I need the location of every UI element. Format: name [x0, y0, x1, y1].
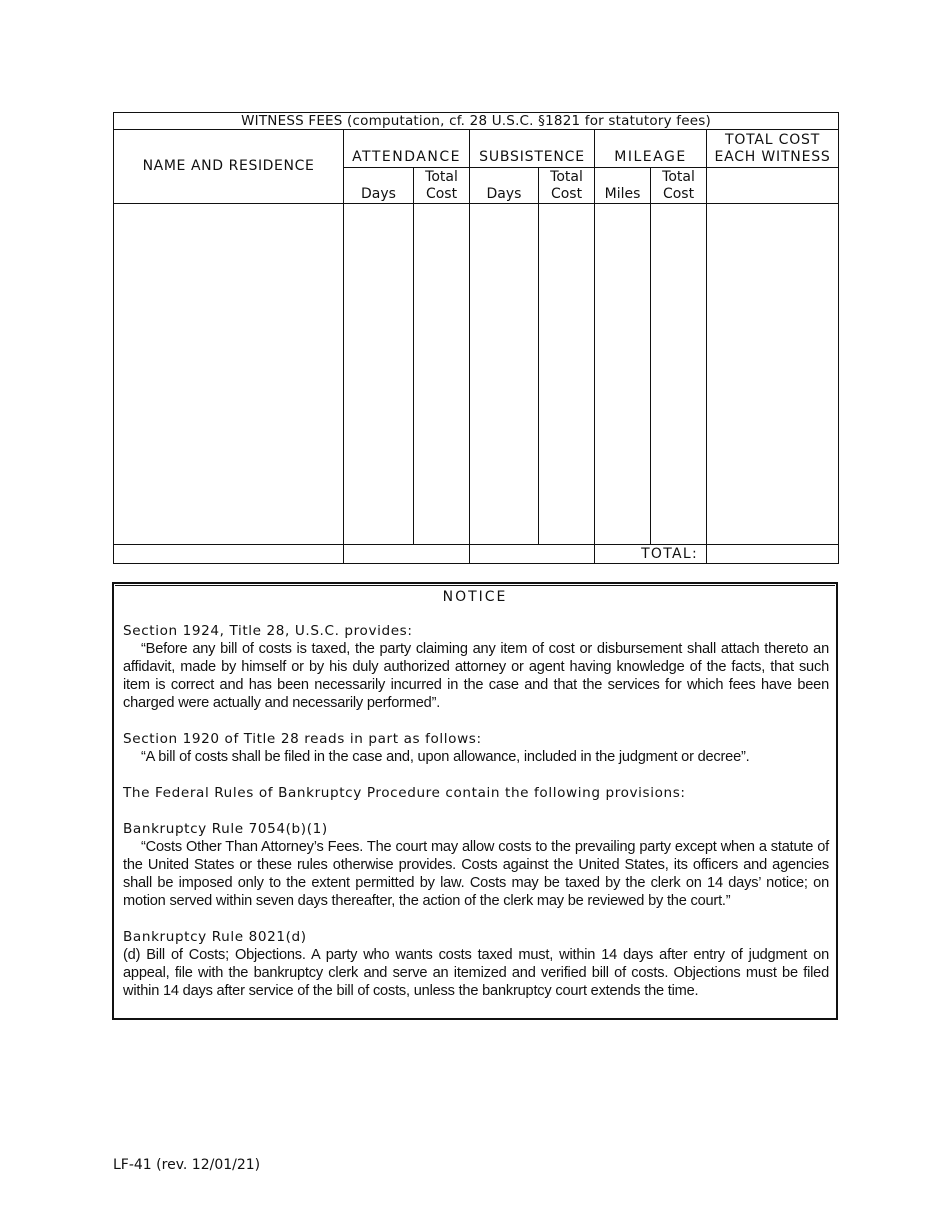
section-1924-block: [123, 622, 829, 712]
total-cost-each-witness-header: [707, 130, 839, 168]
frbp-intro: The Federal Rules of Bankruptcy Procedure contain the following provisions:: [123, 785, 686, 801]
total-cost-label: TOTAL COST: [724, 132, 821, 148]
cost-label: Cost: [425, 186, 458, 202]
attendance-total-cost-header: [414, 168, 470, 204]
notice-box: [112, 582, 838, 1020]
section-1924-heading: Section 1924, Title 28, U.S.C. provides:: [123, 623, 413, 639]
section-1924-body: “Before any bill of costs is taxed, the party claiming any item of cost or disbursement shall attach thereto an affidavit, made by himself or by his duly authorized attorney or agent having knowledge of the facts, that such item is correct and has been necessarily incurred in the case and that the services for which fees have been charged were actually and necessarily performed”.: [123, 641, 829, 711]
notice-title: NOTICE: [442, 589, 508, 605]
mileage-miles-header: Miles: [595, 168, 651, 204]
total-label-cell: TOTAL:: [595, 545, 707, 564]
witness-total-entry-cell[interactable]: [707, 204, 839, 545]
cost-label: Cost: [662, 186, 695, 202]
mileage-total-cost-header: [651, 168, 707, 204]
attendance-header: ATTENDANCE: [344, 130, 470, 168]
section-1920-block: [123, 730, 829, 766]
subsistence-cost-entry-cell[interactable]: [539, 204, 595, 545]
total-row-blank-3: [470, 545, 595, 564]
frbp-intro-block: [123, 784, 829, 802]
attendance-days-entry-cell[interactable]: [344, 204, 414, 545]
rule-7054-body: “Costs Other Than Attorney’s Fees. The court may allow costs to the prevailing party except when a statute of the United States or these rules otherwise provides. Costs against the United States, its officers and agencies shall be imposed only to the extent permitted by law. Costs may be taxed by the clerk on 14 days’ notice; on motion served within seven days thereafter, the action of the clerk may be reviewed by the court.”: [123, 839, 829, 909]
total-label: Total: [425, 169, 458, 185]
grand-total-entry-cell[interactable]: [707, 545, 839, 564]
subsistence-header: SUBSISTENCE: [470, 130, 595, 168]
total-row-blank-1: [114, 545, 344, 564]
mileage-miles-entry-cell[interactable]: [595, 204, 651, 545]
total-cost-subheader-blank: [707, 168, 839, 204]
mileage-cost-entry-cell[interactable]: [651, 204, 707, 545]
rule-7054-heading: Bankruptcy Rule 7054(b)(1): [123, 821, 328, 837]
name-and-residence-header: NAME AND RESIDENCE: [114, 130, 344, 204]
subsistence-days-header: Days: [470, 168, 539, 204]
rule-8021-body: (d) Bill of Costs; Objections. A party who wants costs taxed must, within 14 days after entry of judgment on appeal, file with the bankruptcy clerk and serve an itemized and verified bill of costs. Objections must be filed within 14 days after service of the bill of costs, unless the bankruptcy court extends the time.: [123, 947, 829, 999]
witness-fees-title: WITNESS FEES (computation, cf. 28 U.S.C. §1821 for statutory fees): [114, 113, 839, 130]
name-residence-entry-cell[interactable]: [114, 204, 344, 545]
attendance-days-header: Days: [344, 168, 414, 204]
attendance-cost-entry-cell[interactable]: [414, 204, 470, 545]
section-1920-body: “A bill of costs shall be filed in the case and, upon allowance, included in the judgment or decree”.: [141, 749, 750, 765]
witness-fees-table: [113, 112, 839, 564]
mileage-header: MILEAGE: [595, 130, 707, 168]
rule-7054-block: [123, 820, 829, 910]
rule-8021-block: [123, 928, 829, 1000]
total-label: Total: [550, 169, 583, 185]
total-label: Total: [662, 169, 695, 185]
each-witness-label: EACH WITNESS: [714, 149, 831, 165]
subsistence-days-entry-cell[interactable]: [470, 204, 539, 545]
section-1920-heading: Section 1920 of Title 28 reads in part as follows:: [123, 731, 482, 747]
subsistence-total-cost-header: [539, 168, 595, 204]
notice-inner-frame: [115, 585, 835, 1017]
form-code: LF-41 (rev. 12/01/21): [113, 1157, 261, 1173]
rule-8021-heading: Bankruptcy Rule 8021(d): [123, 929, 307, 945]
cost-label: Cost: [550, 186, 583, 202]
total-row-blank-2: [344, 545, 470, 564]
